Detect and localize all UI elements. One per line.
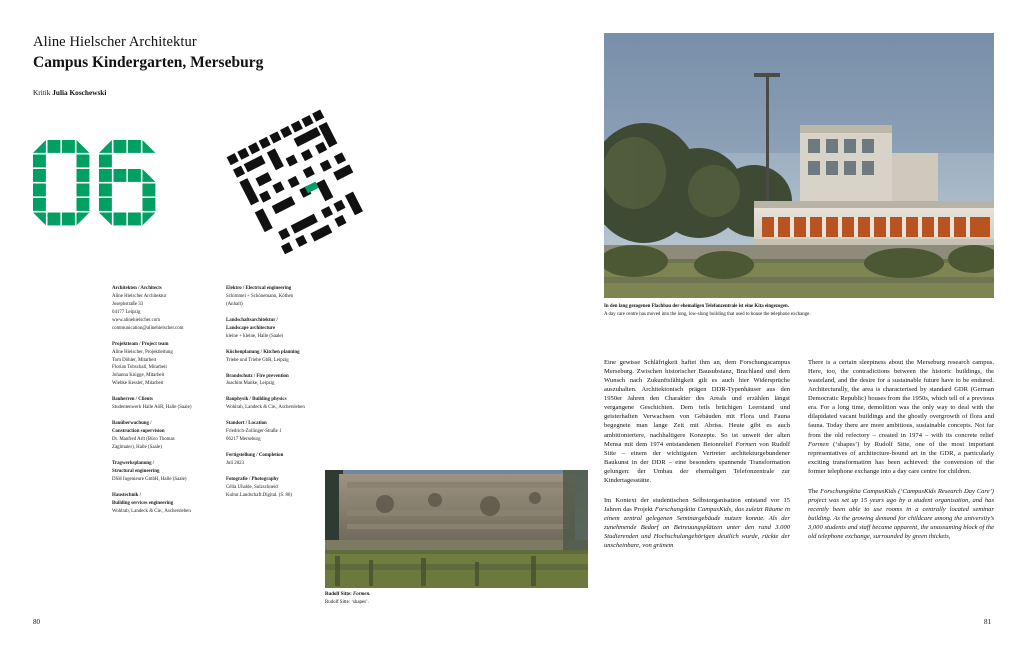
credit-group (226, 396, 332, 412)
building-photo-svg (604, 33, 994, 298)
folio-left: 80 (33, 618, 40, 626)
body-column-german (604, 358, 790, 561)
credit-heading: Fertigstellung / Completion (226, 453, 284, 459)
credit-group (112, 285, 218, 333)
credit-heading: Projektteam / Project team (112, 341, 169, 347)
studio-name: Aline Hielscher Architektur (33, 34, 197, 50)
credit-line: Joachim Manke, Leipzig (226, 381, 275, 387)
folio-right: 81 (984, 618, 991, 626)
credit-heading: Haustechnik / (112, 492, 141, 498)
credit-line: DSH Ingenieure GmbH, Halle (Saale) (112, 476, 187, 482)
credit-line: 04177 Leipzig (112, 309, 141, 315)
building-photo (604, 33, 994, 298)
credit-group (226, 452, 332, 468)
credit-group (112, 492, 218, 516)
chapter-numeral (33, 140, 185, 273)
credit-group (112, 420, 218, 452)
site-plan-svg (218, 88, 418, 268)
body-paragraph: Eine gewisse Schläfrigkeit haftet ihm an, dem Forschungscampus Merseburg. Zwischen historischer Bausubstanz, Brachland und dem Wunsch nach Zukunftsfähigkeit gilt es auch hier Widersprüche auszuhalten. Architektonisch prägen DDR-Typenhäuser aus den 1950er Jahren den Charakter des Areals und erzählen längst vergangene Geschichten. Dem teils brüchigen Leerstand und geisterhaften Verwachsen von Gebäuden mit Flora und Fauna begegnete man lange Zeit mit Abriss. Heute gibt es auch ambitioniertere, nachhaltigere Konzepte. So ist unweit der alten Mensa mit dem 1974 entstandenen Betonrelief Formen von Rudolf Sitte – einem der wichtigsten Vertreter architekturgebundener Baukunst in der DDR – eine besonders spannende Transformation gelungen: der Umbau der ehemaligen Telefonzentrale zur Kindertagesstätte. (604, 359, 790, 484)
credit-line: Josephstraße 33 (112, 301, 144, 307)
caption-de-title: Formen. (353, 592, 371, 597)
credit-group (226, 317, 332, 341)
credit-line: kleine + kleine, Halle (Saale) (226, 333, 284, 339)
credit-heading: Elektro / Electrical engineering (226, 286, 292, 291)
body-paragraph: There is a certain sleepiness about the Merseburg research campus. Here, too, the contradictions between the historic buildings, the wasteland, and the desire for a sustainable future have to be endured. Architecturally, the area is characterised by standard GDR (German Democratic Republic) houses from the 1950s, which tell of a previous era. For a long time, demolition was the only way to deal with the dilapidated vacant buildings and the ghostly overgrowth of flora and fauna. Today there are more ambitious, sustainable concepts. Not far from the old refectory – created in 1974 – with its concrete relief Formen (‘shapes’) by Rudolf Sitte, one of the most important representatives of architecture-bound art in the GDR, a particularly exciting transformation has been achieved: the conversion of the former telephone exchange into a day care centre for children. (808, 359, 994, 475)
credit-heading: Fotografie / Photography (226, 476, 279, 482)
credit-line: Célia Uhalde, Sulzschneid (226, 484, 278, 490)
site-plan-drawing (218, 88, 418, 268)
credit-heading: Brandschutz / Fire prevention (226, 373, 289, 379)
credit-heading: Building services engineering (112, 500, 174, 506)
credit-heading: Landschaftsarchitektur / (226, 317, 278, 323)
building-photo-caption (604, 303, 994, 319)
credits-column-1 (112, 285, 218, 524)
credit-line: Triebe und Triebe GbR, Leipzig (226, 357, 289, 363)
credit-line: Wiebke Kessler, Mitarbeit (112, 381, 164, 387)
credits-column-2 (226, 285, 332, 508)
credit-line: Juli 2023 (226, 461, 245, 466)
body-paragraph: Im Kontext der studentischen Selbstorganisation entstand vor 15 Jahren das Projekt Forschungskita CampusKids, das zuletzt Räume in einem zentral gelegenen Seminargebäude nutzen konnte. Als der zunehmende Bedarf an Betreuungsplätzen unter den rund 3.000 Studierenden und Hochschulangehörigen deutlich wurde, rückte der unscheinbare, von grünem (604, 496, 790, 550)
page-title: Campus Kindergarten, Merseburg (33, 54, 264, 72)
credit-line: communication@alinehielscher.com (112, 325, 184, 331)
credit-line: 06217 Merseburg (226, 437, 261, 443)
caption-en: Rudolf Sitte: ‘shapes’. (325, 599, 369, 605)
credit-heading: Küchenplanung / Kitchen planning (226, 349, 300, 355)
credit-heading: Bauüberwachung / (112, 421, 152, 427)
credit-line: Wohlrab, Landeck & Cie., Aschersleben (112, 508, 191, 514)
numeral-06-graphic (33, 140, 185, 268)
body-column-english (808, 358, 994, 552)
credit-heading: Architekten / Architects (112, 286, 162, 291)
credit-heading: Landscape architecture (226, 325, 276, 331)
credit-group (226, 373, 332, 389)
byline-author: Julia Koschewski (52, 87, 107, 97)
body-paragraph: The Forschungskita CampusKids (‘CampusKids Research Day Care’) project was set up 15 years ago by a student organisation, and has recently been able to use rooms in a centrally located seminar building. As the growing demand for childcare among the university’s 3,000 students and staff became apparent, the unassuming block of the old telephone exchange, surrounded by green thickets, (808, 487, 994, 541)
credit-line: Johanna Knigge, Mitarbeit (112, 373, 165, 379)
caption-de-prefix: Rudolf Sitte: (325, 592, 353, 597)
credit-group (112, 396, 218, 412)
credit-group (226, 285, 332, 309)
credit-heading: Structural engineering (112, 468, 160, 474)
credit-line: (Anhalt) (226, 301, 243, 307)
credit-line: Zaglmaier), Halle (Saale) (112, 444, 162, 450)
credit-line: Studentenwerk Halle AöR, Halle (Saale) (112, 405, 192, 411)
credit-line: Friedrich-Zollinger-Straße 1 (226, 429, 282, 435)
credit-line: Aline Hielscher Architektur (112, 293, 167, 299)
credit-line: Kultur.Landschaft.Digital. (S. 86) (226, 492, 293, 498)
caption-top-en: A day care centre has moved into the long, low-slung building that used to house the telephone exchange. (604, 311, 811, 317)
credit-group (226, 476, 332, 500)
credit-line: Tom Döhler, Mitarbeit (112, 357, 157, 363)
credit-line: Wohlrab, Landeck & Cie., Aschersleben (226, 405, 305, 411)
credit-heading: Construction supervision (112, 429, 165, 435)
credit-line: www.alinehielscher.com (112, 317, 161, 323)
byline-label: Kritik (33, 87, 53, 97)
credit-heading: Standort / Location (226, 421, 267, 427)
credit-line: Dr. Manfred Arlt (Büro Thomas (112, 437, 175, 442)
credit-group (226, 349, 332, 365)
credit-line: Schimmel + Schönemann, Köthen (226, 293, 294, 299)
credit-line: Florian Tobschall, Mitarbeit (112, 365, 167, 371)
credit-heading: Bauherren / Clients (112, 397, 153, 403)
credit-group (112, 460, 218, 484)
credit-line: Aline Hielscher, Projektleitung (112, 349, 173, 355)
credit-group (226, 420, 332, 444)
credit-heading: Tragwerksplanung / (112, 460, 155, 466)
credit-heading: Bauphysik / Building physics (226, 397, 287, 403)
caption-top-de: In den lang gezogenen Flachbau der ehemaligen Telefonzentrale ist eine Kita eingezogen. (604, 304, 789, 309)
credit-group (112, 341, 218, 389)
